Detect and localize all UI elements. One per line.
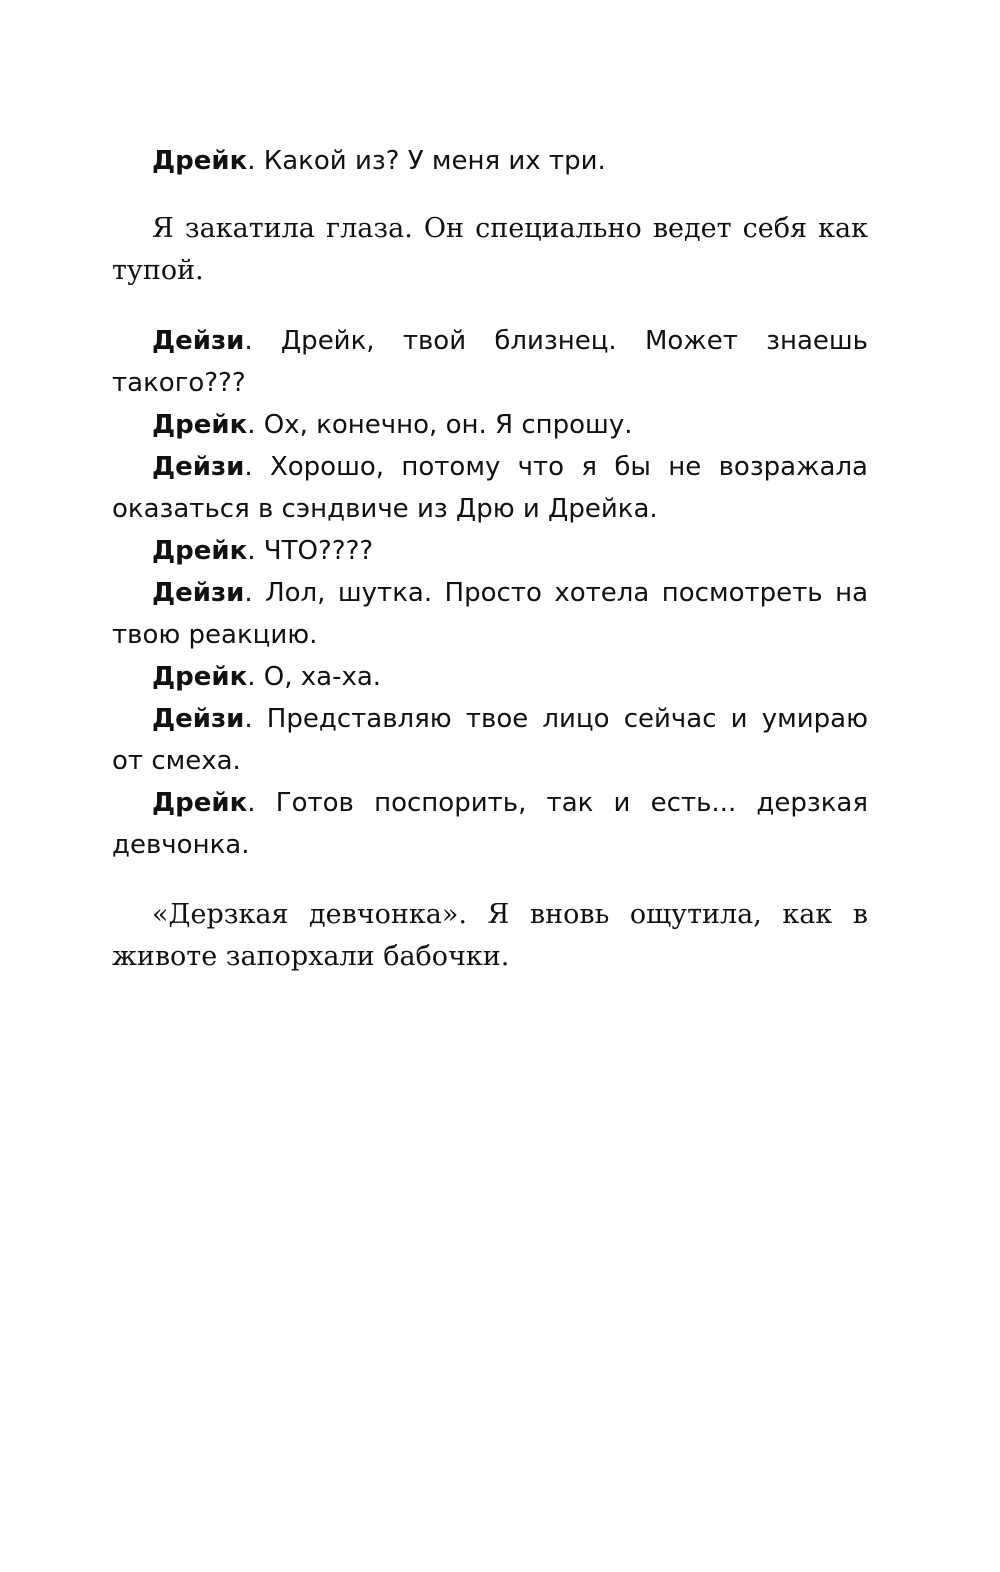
message-text: . Готов поспорить, так и есть... дерзкая девчонка. [112,788,868,860]
speaker-name: Дрейк [152,146,248,176]
chat-message [112,404,868,446]
speaker-name: Дейзи [152,326,245,356]
chat-message [112,320,868,404]
narration-paragraph: Я закатила глаза. Он специально ведет себя как тупой. [112,213,868,286]
chat-message [112,782,868,866]
speaker-name: Дрейк [152,788,248,818]
speaker-name: Дрейк [152,662,248,692]
message-text: . Какой из? У меня их три. [247,146,606,176]
chat-message [112,140,868,182]
speaker-name: Дейзи [152,452,245,482]
message-text: . Представляю твое лицо сейчас и умираю от смеха. [112,704,868,776]
narration-paragraph: «Дерзкая девчонка». Я вновь ощутила, как в животе запорхали бабочки. [112,899,868,972]
message-text: . ЧТО???? [247,536,374,566]
speaker-name: Дейзи [152,578,245,608]
speaker-name: Дрейк [152,536,248,566]
message-text: . Ох, конечно, он. Я спрошу. [247,410,633,440]
speaker-name: Дрейк [152,410,248,440]
chat-message [112,698,868,782]
message-text: . Дрейк, твой близнец. Может знаешь такого??? [112,326,868,398]
chat-message [112,656,868,698]
message-text: . Лол, шутка. Просто хотела посмотреть на твою реакцию. [112,578,868,650]
chat-message [112,572,868,656]
message-text: . О, ха-ха. [247,662,382,692]
book-page [112,140,868,978]
chat-message [112,446,868,530]
speaker-name: Дейзи [152,704,245,734]
message-text: . Хорошо, потому что я бы не возражала оказаться в сэндвиче из Дрю и Дрейка. [112,452,868,524]
chat-message [112,530,868,572]
